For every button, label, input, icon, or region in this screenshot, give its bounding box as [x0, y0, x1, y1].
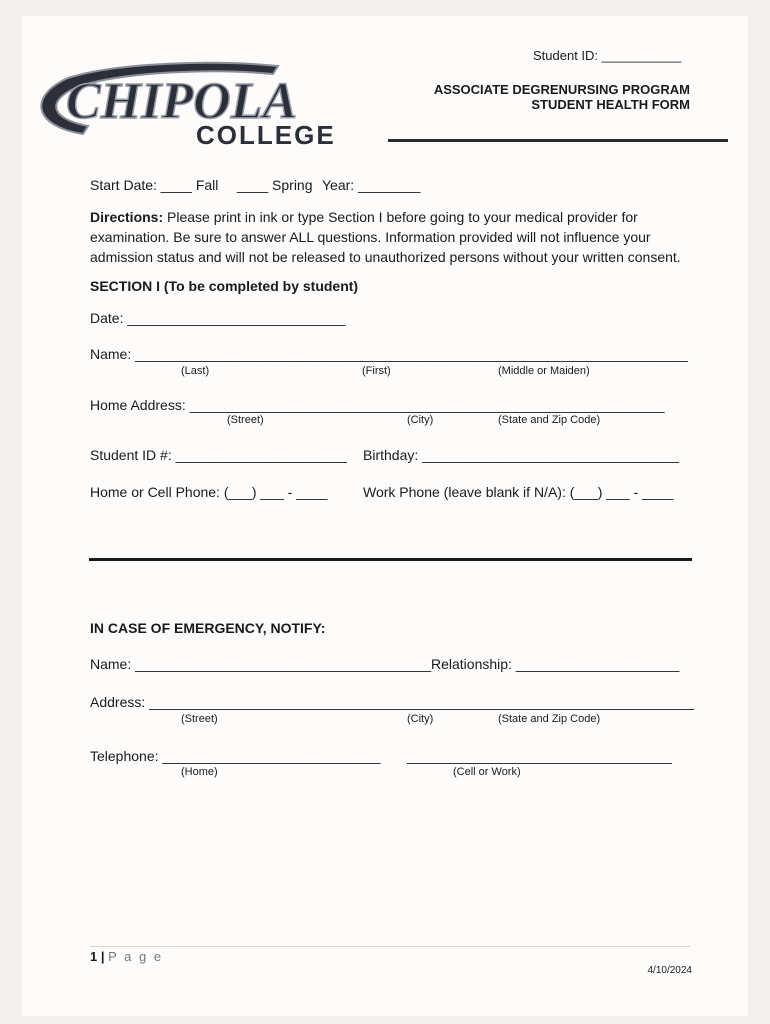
- emergency-home-phone-field[interactable]: Telephone: ____________________________: [90, 748, 381, 764]
- form-page: [22, 16, 748, 1016]
- emergency-title: IN CASE OF EMERGENCY, NOTIFY:: [90, 620, 326, 636]
- start-date-field[interactable]: Start Date: ____ Fall: [90, 177, 219, 193]
- header-rule: [388, 139, 728, 142]
- emergency-work-phone-field[interactable]: __________________________________: [407, 748, 672, 764]
- form-title: STUDENT HEALTH FORM: [531, 97, 690, 112]
- student-id-field[interactable]: Student ID #: ______________________: [90, 447, 347, 463]
- directions-label: Directions:: [90, 209, 164, 225]
- footer-rule: [90, 946, 690, 947]
- emergency-city-label: (City): [407, 713, 434, 725]
- page-number: 1: [90, 949, 98, 964]
- chipola-college-logo: [28, 60, 393, 150]
- address-state-label: (State and Zip Code): [498, 414, 601, 426]
- birthday-field[interactable]: Birthday: _________________________________: [363, 447, 680, 463]
- page-footer: [90, 949, 163, 964]
- emergency-street-label: (Street): [181, 713, 218, 725]
- spring-field[interactable]: ____ Spring: [237, 177, 313, 193]
- logo-sub-text: COLLEGE: [196, 120, 336, 150]
- address-city-label: (City): [407, 414, 434, 426]
- emergency-relationship-field[interactable]: Relationship: _____________________: [431, 656, 680, 672]
- name-last-label: (Last): [181, 365, 210, 377]
- emergency-address-field[interactable]: Address: ______________________________________________________________________: [90, 694, 695, 710]
- page-separator: |: [97, 949, 109, 964]
- logo-main-text: CHIPOLA: [66, 73, 298, 130]
- address-street-label: (Street): [227, 414, 264, 426]
- name-first-label: (First): [362, 365, 391, 377]
- emergency-work-label: (Cell or Work): [453, 766, 521, 778]
- directions: [90, 207, 690, 267]
- emergency-state-label: (State and Zip Code): [498, 713, 601, 725]
- footer-date: 4/10/2024: [647, 965, 692, 976]
- page-label: P a g e: [108, 949, 164, 964]
- date-field[interactable]: Date: ____________________________: [90, 310, 346, 326]
- name-middle-label: (Middle or Maiden): [498, 365, 590, 377]
- name-field[interactable]: Name: _______________________________________________________________________: [90, 346, 688, 362]
- emergency-home-label: (Home): [181, 766, 218, 778]
- section-divider: [89, 558, 692, 561]
- program-title: ASSOCIATE DEGRENURSING PROGRAM: [433, 82, 690, 97]
- home-address-field[interactable]: Home Address: _____________________________________________________________: [90, 397, 665, 413]
- year-field[interactable]: Year: ________: [322, 177, 421, 193]
- work-phone-field[interactable]: Work Phone (leave blank if N/A): (___) ___ - ____: [363, 484, 674, 500]
- student-id-top: Student ID: ___________: [533, 48, 682, 63]
- directions-text: Please print in ink or type Section I before going to your medical provider for examination. Be sure to answer ALL questions. Information provided will not influence your admission status and will not be released to unauthorized persons without your written consent.: [90, 209, 681, 265]
- home-phone-field[interactable]: Home or Cell Phone: (___) ___ - ____: [90, 484, 328, 500]
- emergency-name-field[interactable]: Name: ______________________________________: [90, 656, 431, 672]
- section1-title: SECTION I (To be completed by student): [90, 278, 359, 294]
